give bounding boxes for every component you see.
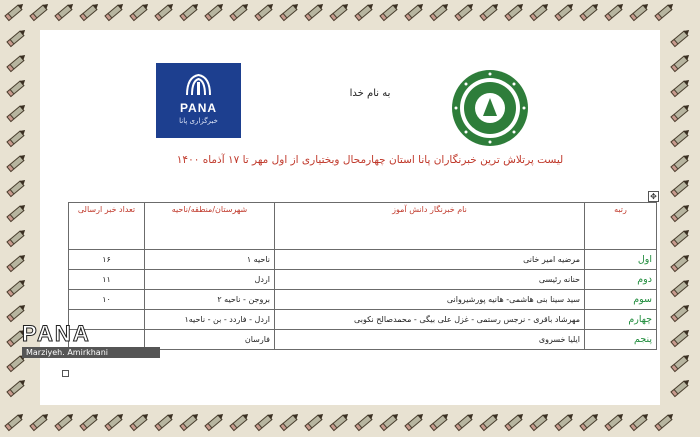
pencil-icon: [354, 412, 375, 432]
pencil-icon: [579, 412, 600, 432]
rank-cell: سوم: [585, 290, 657, 310]
pencil-icon: [404, 2, 425, 22]
pencil-icon: [454, 2, 475, 22]
pencil-icon: [204, 2, 225, 22]
pencil-icon: [6, 303, 27, 323]
table-header-row: [69, 203, 657, 250]
pencil-icon: [179, 412, 200, 432]
name-cell: مهرشاد باقری - نرجس رستمی - غزل علی بیگی - محمدصالح نکوبی: [275, 310, 585, 330]
pencil-icon: [154, 2, 175, 22]
pencil-icon: [6, 203, 27, 223]
seal-icon: [450, 68, 530, 148]
pencil-icon: [4, 412, 25, 432]
pencil-icon: [670, 378, 691, 398]
pencil-icon: [670, 28, 691, 48]
table-row: [69, 250, 657, 270]
rank-cell: پنجم: [585, 330, 657, 350]
header-count: تعداد خبر ارسالی: [69, 203, 145, 250]
pencil-icon: [529, 2, 550, 22]
region-cell: بروجن - ناحیه ۲: [145, 290, 275, 310]
pencil-icon: [6, 103, 27, 123]
pencil-icon: [6, 128, 27, 148]
name-cell: حنانه رئیسی: [275, 270, 585, 290]
pencil-icon: [479, 412, 500, 432]
pencil-icon: [6, 28, 27, 48]
pencil-icon: [6, 53, 27, 73]
pencil-icon: [254, 412, 275, 432]
rank-cell: دوم: [585, 270, 657, 290]
pencil-icon: [104, 2, 125, 22]
pencil-icon: [629, 2, 650, 22]
pencil-icon: [429, 2, 450, 22]
pencil-icon: [6, 78, 27, 98]
table-resize-handle[interactable]: [62, 370, 69, 377]
pana-brand-text: PANA: [179, 101, 218, 115]
region-cell: اردل: [145, 270, 275, 290]
pencil-icon: [654, 412, 675, 432]
photo-credit: Marziyeh. Amirkhani: [22, 347, 160, 358]
pencil-icon: [304, 412, 325, 432]
list-title: لیست پرتلاش ترین خبرنگاران پانا استان چهارمحال وبختیاری از اول مهر تا ۱۷ آذماه ۱۴۰۰: [176, 154, 564, 166]
pencil-icon: [670, 303, 691, 323]
pencil-icon: [670, 78, 691, 98]
pencil-icon: [604, 2, 625, 22]
pencil-icon: [79, 412, 100, 432]
pencil-icon: [404, 412, 425, 432]
table-row: [69, 270, 657, 290]
header-region: شهرستان/منطقه/ناحیه: [145, 203, 275, 250]
pencil-icon: [54, 412, 75, 432]
pencil-icon: [654, 2, 675, 22]
pencil-icon: [6, 378, 27, 398]
pencil-icon: [379, 2, 400, 22]
pencil-icon: [6, 228, 27, 248]
pencil-icon: [379, 412, 400, 432]
pencil-icon: [554, 412, 575, 432]
pencil-icon: [670, 53, 691, 73]
pencil-icon: [304, 2, 325, 22]
pana-subtitle: خبرگزاری پانا: [179, 117, 218, 125]
pencil-icon: [670, 203, 691, 223]
pencil-icon: [670, 228, 691, 248]
pencil-icon: [229, 412, 250, 432]
pencil-icon: [354, 2, 375, 22]
name-cell: سید سینا بنی هاشمی- هانیه پورشیروانی: [275, 290, 585, 310]
pencil-icon: [670, 153, 691, 173]
pencil-icon: [204, 412, 225, 432]
pencil-icon: [670, 128, 691, 148]
pencil-icon: [670, 178, 691, 198]
table-row: [69, 290, 657, 310]
rank-cell: چهارم: [585, 310, 657, 330]
pencil-icon: [529, 412, 550, 432]
watermark: [22, 322, 172, 358]
move-handle-icon[interactable]: ✥: [648, 191, 659, 202]
page-heading: به نام خدا: [349, 88, 391, 99]
name-cell: مرضیه امیر خانی: [275, 250, 585, 270]
pencil-icon: [6, 278, 27, 298]
pencil-icon: [179, 2, 200, 22]
pencil-icon: [670, 328, 691, 348]
pencil-icon: [104, 412, 125, 432]
header-rank: رتبه: [585, 203, 657, 250]
pencil-icon: [279, 2, 300, 22]
pencil-icon: [454, 412, 475, 432]
pana-logo: [156, 63, 241, 138]
pencil-icon: [670, 353, 691, 373]
pencil-icon: [229, 2, 250, 22]
region-cell: اردل - فاردد - بن - ناحیه۱: [145, 310, 275, 330]
pencil-icon: [6, 153, 27, 173]
count-cell: ۱۱: [69, 270, 145, 290]
pencil-icon: [79, 2, 100, 22]
pencil-icon: [129, 2, 150, 22]
region-cell: فارسان: [145, 330, 275, 350]
pencil-icon: [154, 412, 175, 432]
pencil-icon: [670, 253, 691, 273]
pencil-icon: [629, 412, 650, 432]
name-cell: ایلیا خسروی: [275, 330, 585, 350]
pencil-icon: [604, 412, 625, 432]
region-cell: ناحیه ۱: [145, 250, 275, 270]
rank-cell: اول: [585, 250, 657, 270]
pencil-icon: [479, 2, 500, 22]
pencil-icon: [129, 412, 150, 432]
pencil-icon: [670, 103, 691, 123]
watermark-logo: PANA: [22, 321, 91, 346]
pencil-icon: [54, 2, 75, 22]
header-name: نام خبرنگار دانش آموز: [275, 203, 585, 250]
pencil-icon: [329, 412, 350, 432]
pencil-icon: [670, 278, 691, 298]
pencil-icon: [504, 412, 525, 432]
pencil-icon: [4, 2, 25, 22]
pencil-icon: [279, 412, 300, 432]
pencil-icon: [29, 2, 50, 22]
pencil-icon: [504, 2, 525, 22]
pencil-icon: [6, 178, 27, 198]
count-cell: ۱۰: [69, 290, 145, 310]
pencil-icon: [29, 412, 50, 432]
pencil-icon: [554, 2, 575, 22]
pana-emblem-icon: [184, 73, 213, 97]
pencil-icon: [579, 2, 600, 22]
pencil-icon: [254, 2, 275, 22]
pencil-icon: [329, 2, 350, 22]
pencil-icon: [6, 253, 27, 273]
count-cell: ۱۶: [69, 250, 145, 270]
pencil-icon: [429, 412, 450, 432]
